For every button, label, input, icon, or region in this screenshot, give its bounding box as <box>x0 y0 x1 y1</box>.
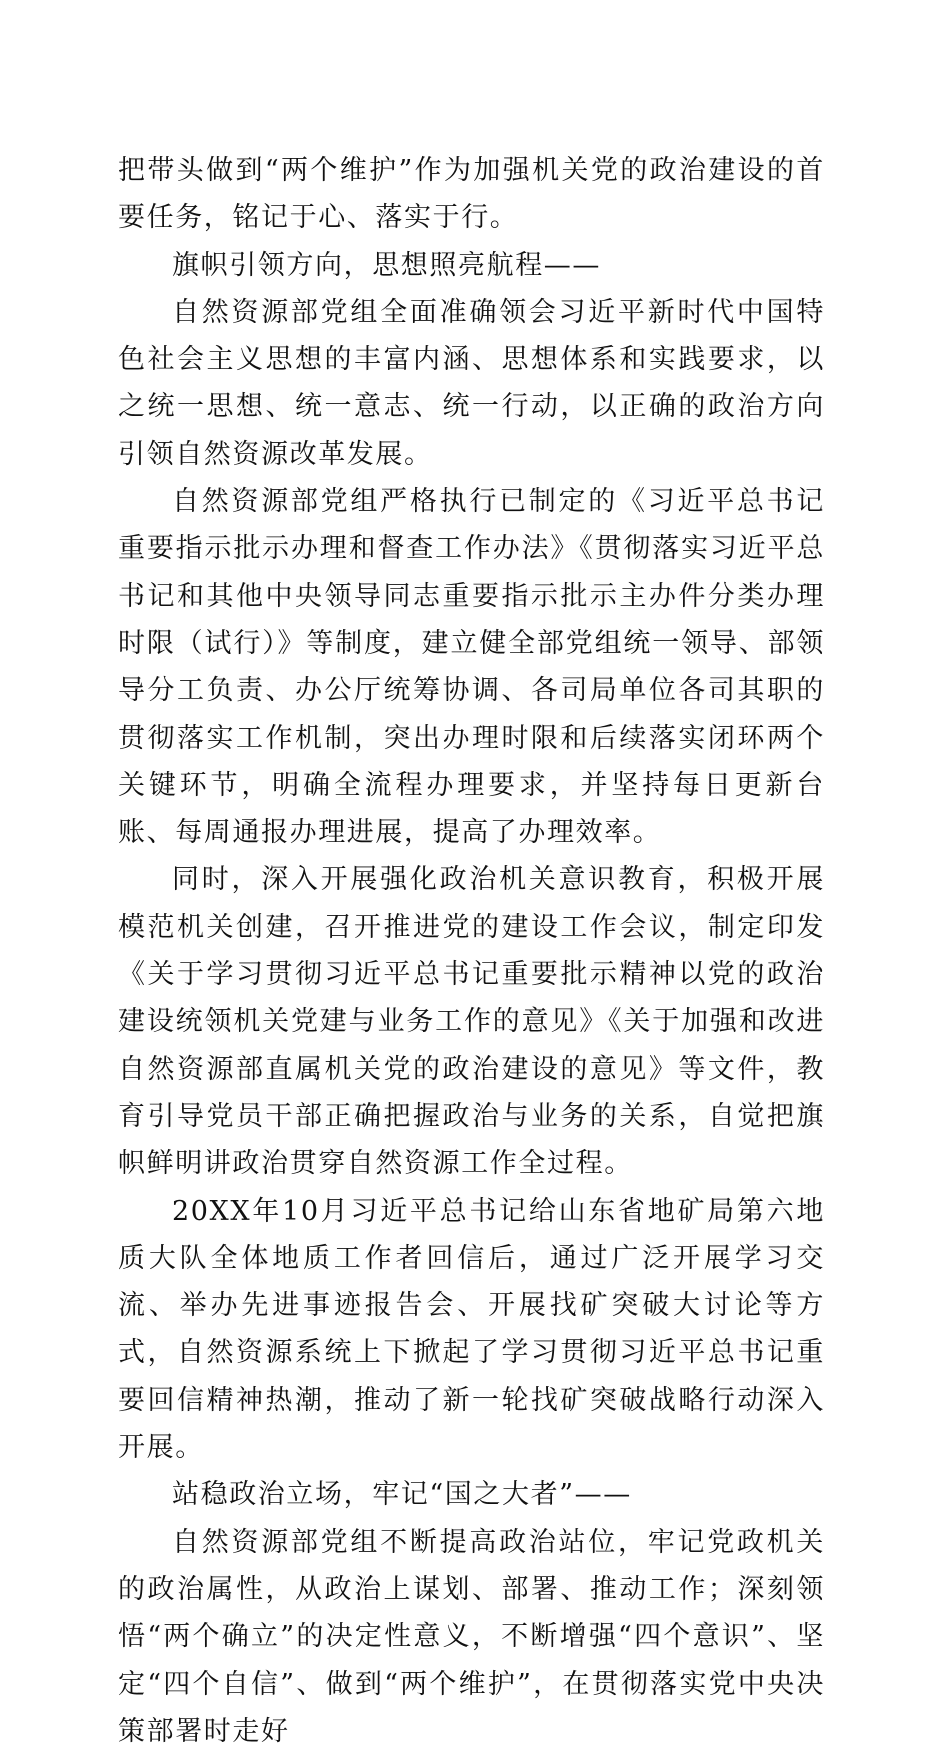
section-heading-political-stance: 站稳政治立场，牢记“国之大者”—— <box>172 1479 632 1511</box>
paragraph-political-standing: 自然资源部党组不断提高政治站位，牢记党政机关的政治属性，从政治上谋划、部署、推动工作；深刻领悟“两个确立”的决定性意义，不断增强“四个意识”、坚定“四个自信”、做到“两个维护”，在贯彻落实党中央决策部署时走好 <box>118 1526 825 1747</box>
section-heading-banner: 旗帜引领方向，思想照亮航程—— <box>172 249 601 281</box>
document-page <box>118 147 825 1755</box>
paragraph-continuation: 把带头做到“两个维护”作为加强机关党的政治建设的首要任务，铭记于心、落实于行。 <box>118 155 825 234</box>
paragraph-instruction-handling: 自然资源部党组严格执行已制定的《习近平总书记重要指示批示办理和督查工作办法》《贯彻落实习近平总书记和其他中央领导同志重要指示批示主办件分类办理时限（试行）》等制度，建立健全部党组统一领导、部领导分工负责、办公厅统筹协调、各司局单位各司其职的贯彻落实工作机制，突出办理时限和后续落实闭环两个关键环节，明确全流程办理要求，并坚持每日更新台账、每周通报办理进展，提高了办理效率。 <box>118 486 825 849</box>
paragraph-thought-guidance: 自然资源部党组全面准确领会习近平新时代中国特色社会主义思想的丰富内涵、思想体系和实践要求，以之统一思想、统一意志、统一行动，以正确的政治方向引领自然资源改革发展。 <box>118 296 825 470</box>
paragraph-political-education: 同时，深入开展强化政治机关意识教育，积极开展模范机关创建，召开推进党的建设工作会议，制定印发《关于学习贯彻习近平总书记重要批示精神以党的政治建设统领机关党建与业务工作的意见》《关于加强和改进自然资源部直属机关党的政治建设的意见》等文件，教育引导党员干部正确把握政治与业务的关系，自觉把旗帜鲜明讲政治贯穿自然资源工作全过程。 <box>118 864 825 1180</box>
paragraph-reply-letter: 20XX年10月习近平总书记给山东省地矿局第六地质大队全体地质工作者回信后，通过广泛开展学习交流、举办先进事迹报告会、开展找矿突破大讨论等方式，自然资源系统上下掀起了学习贯彻习近平总书记重要回信精神热潮，推动了新一轮找矿突破战略行动深入开展。 <box>118 1195 825 1464</box>
